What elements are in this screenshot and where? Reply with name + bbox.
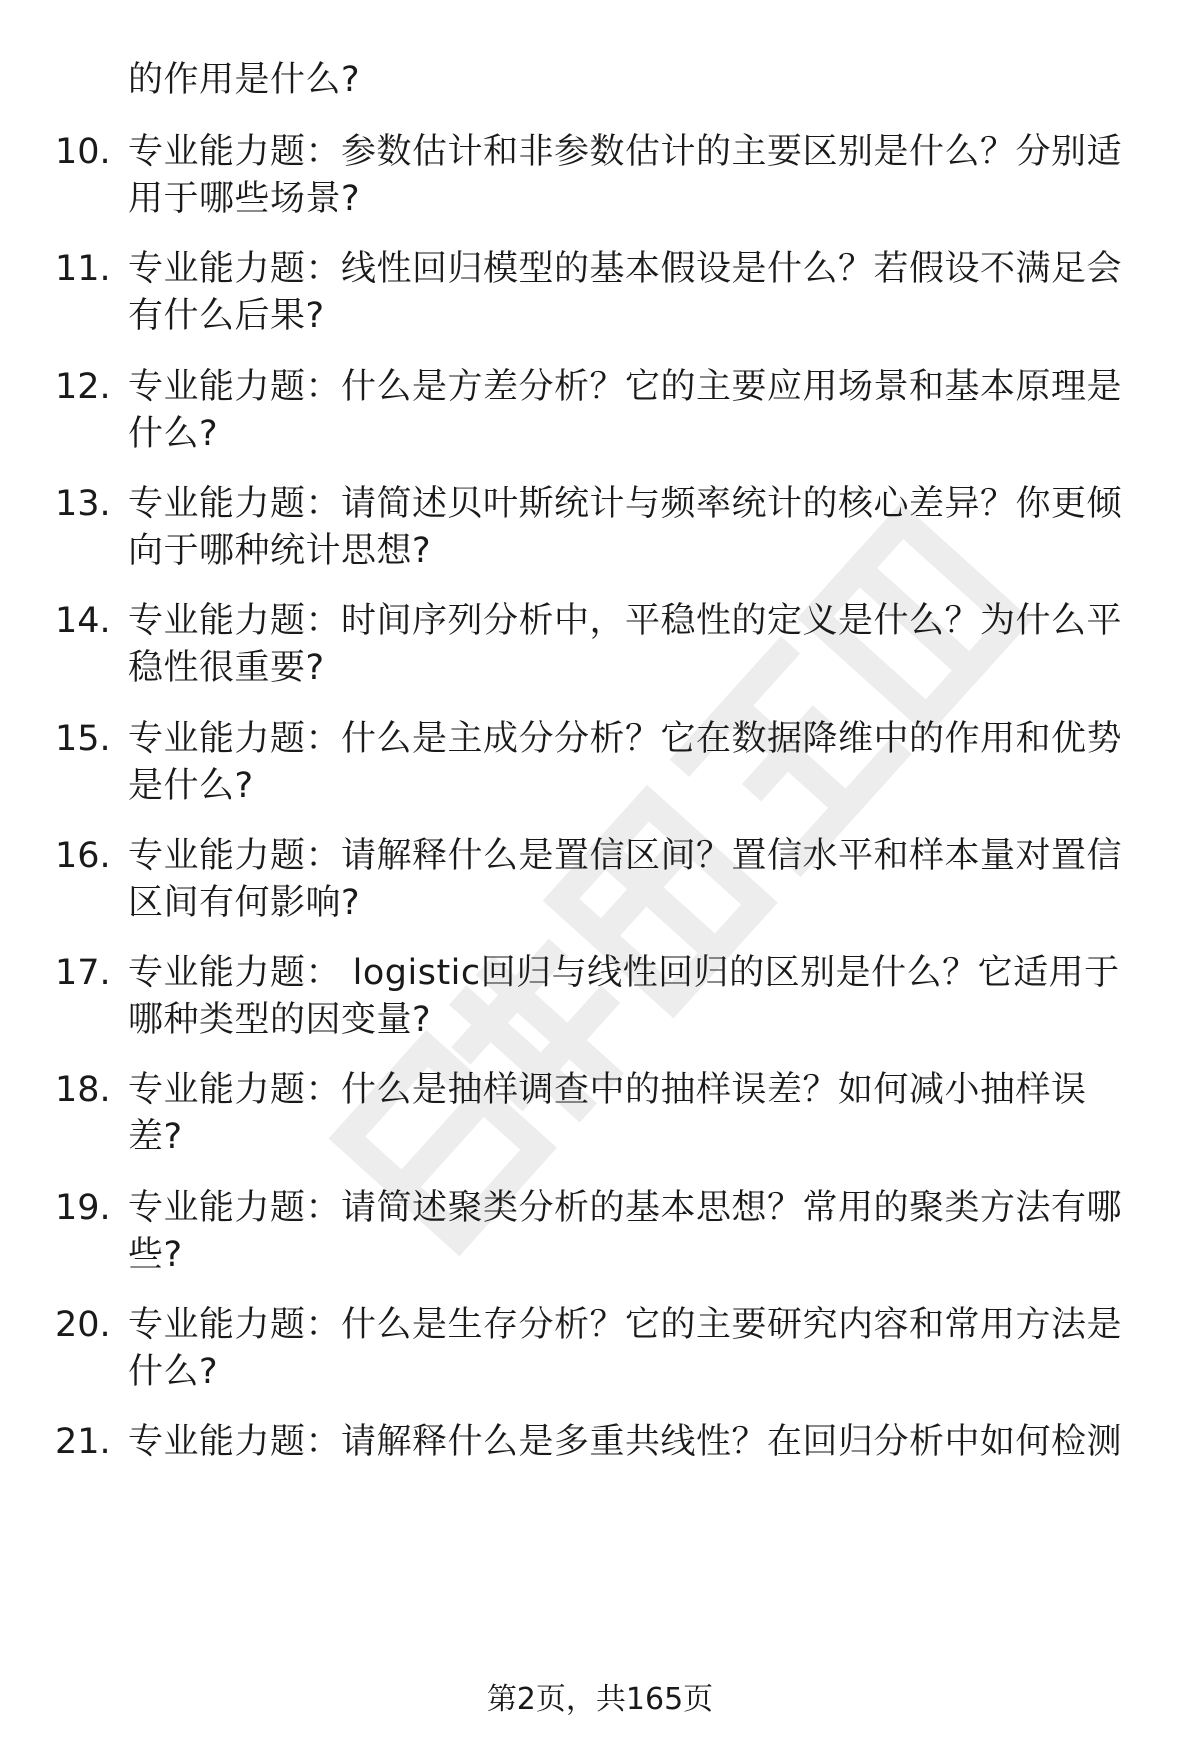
question-number: 15. (55, 719, 111, 759)
question-number: 21. (55, 1422, 111, 1462)
question-text-line-2: 哪种类型的因变量? (128, 1000, 432, 1040)
question-text-line-1: 专业能力题：请解释什么是置信区间？置信水平和样本量对置信 (128, 836, 1123, 876)
question-text-line-1: 专业能力题：请解释什么是多重共线性？在回归分析中如何检测 (128, 1422, 1123, 1462)
question-number: 10. (55, 132, 111, 172)
question-text-line-1: 专业能力题：什么是方差分析？它的主要应用场景和基本原理是 (128, 367, 1123, 407)
question-text-line-2: 什么? (128, 414, 219, 454)
question-text-line-2: 些? (128, 1235, 183, 1275)
question-text-line-1: 专业能力题： logistic回归与线性回归的区别是什么？它适用于 (128, 953, 1120, 993)
question-number: 13. (55, 484, 111, 524)
question-text-line-1: 专业能力题：请简述聚类分析的基本思想？常用的聚类方法有哪 (128, 1188, 1123, 1228)
question-text-line-2: 差? (128, 1117, 183, 1157)
question-text-line-1: 专业能力题：请简述贝叶斯统计与频率统计的核心差异？你更倾 (128, 484, 1123, 524)
question-text-line-2: 什么? (128, 1352, 219, 1392)
question-text-line-1: 专业能力题：时间序列分析中，平稳性的定义是什么？为什么平 (128, 601, 1123, 641)
question-text-line-2: 是什么? (128, 766, 254, 806)
question-number: 14. (55, 601, 111, 641)
question-number: 17. (55, 953, 111, 993)
question-number: 16. (55, 836, 111, 876)
question-text-line-2: 向于哪种统计思想? (128, 531, 432, 571)
question-text-line-2: 区间有何影响? (128, 883, 361, 923)
question-text-line-2: 有什么后果? (128, 296, 325, 336)
question-text-line-1: 专业能力题：参数估计和非参数估计的主要区别是什么？分别适 (128, 132, 1123, 172)
page-footer: 第2页，共165页 (486, 1682, 714, 1717)
question-text-line-2: 稳性很重要? (128, 648, 325, 688)
question-text-line-1: 专业能力题：什么是生存分析？它的主要研究内容和常用方法是 (128, 1305, 1123, 1345)
question-text-line-1: 专业能力题：线性回归模型的基本假设是什么？若假设不满足会 (128, 249, 1123, 289)
continuation-line: 的作用是什么? (128, 60, 361, 100)
question-number: 12. (55, 367, 111, 407)
question-text-line-1: 专业能力题：什么是抽样调查中的抽样误差？如何减小抽样误 (128, 1070, 1087, 1110)
question-number: 11. (55, 249, 111, 289)
question-number: 19. (55, 1188, 111, 1228)
question-text-line-1: 专业能力题：什么是主成分分析？它在数据降维中的作用和优势 (128, 719, 1123, 759)
question-text-line-2: 用于哪些场景? (128, 179, 361, 219)
question-number: 18. (55, 1070, 111, 1110)
question-number: 20. (55, 1305, 111, 1345)
